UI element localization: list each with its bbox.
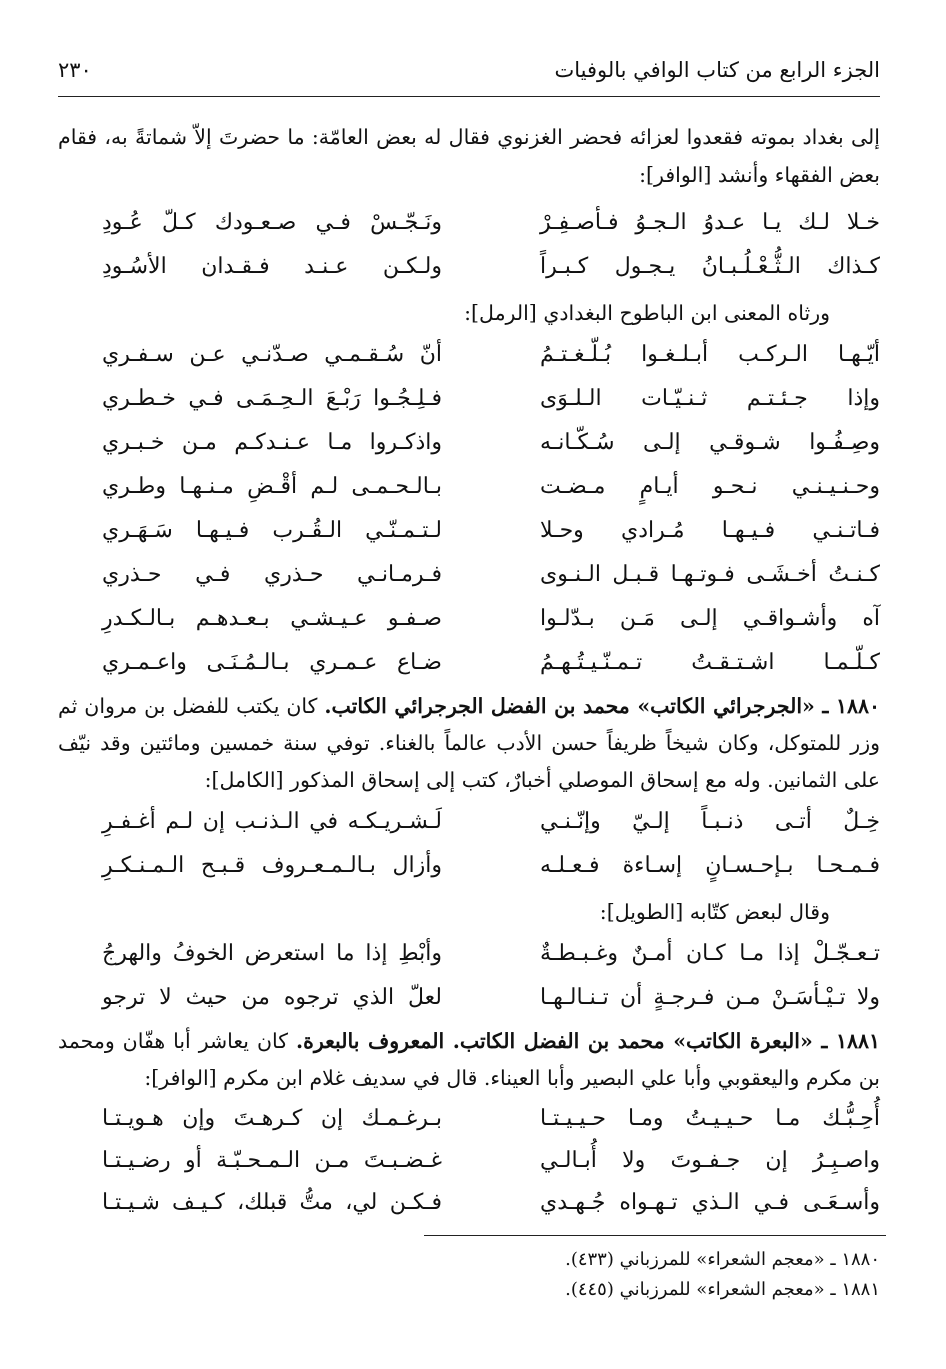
entry-1881 [58,1023,880,1097]
hemistich-first: وحـنـيـنـي نـحـو أيـامٍ مـضـت [540,473,880,499]
poem-intro: وقال لبعض كتّابه [الطويل]: [599,900,830,924]
verse-line [58,464,880,508]
verse-line [58,843,880,887]
running-title: الجزء الرابع من كتاب الوافي بالوفيات [554,58,880,82]
hemistich-second: وأزال بـالـمـعـروف قـبـح الـمـنـكـرِ [102,852,442,878]
poem-5 [58,1097,880,1223]
hemistich-second: ولـكـن عـنـد فـقـدان الأسُـودِ [102,253,442,279]
hemistich-second: لعلّ الذي ترجوه من حيث لا ترجو [102,984,442,1010]
verse-line [58,1097,880,1139]
header-rule [58,96,880,97]
hemistich-first: واصـبِـرُ إن جـفـوتَ ولا أُبـالـي [540,1147,880,1173]
hemistich-second: فـرمـانـي حـذري فـي حـذري [102,561,442,587]
hemistich-first: فـمـحـا بـإحـسـانٍ إسـاءة فـعـلـه [540,852,880,878]
hemistich-first: تـعـجّـلْ إذا مـا كـان أمـنٌ وغـبـطـةٌ [540,940,880,966]
verse-line [58,931,880,975]
hemistich-second: صـفـو عـيـشـي بـعـدهـم بـالـكـدرِ [102,605,442,631]
footnotes [565,1245,880,1305]
page-number: ٢٣٠ [58,58,92,82]
hemistich-first: كـذاك الـثُّـعْـلُـبـانُ يـجـول كـبـراً [540,253,880,279]
entry-text: كان يعاشر أبا هفّان ومحمد بن مكرم واليعقوبي وأبا علي البصير وأبا العيناء. قال في سديف غلام ابن مكرم [الوافر]: [58,1029,880,1090]
verse-line [58,552,880,596]
poem-intro: ورثاه المعنى ابن الباطوح البغدادي [الرمل]: [464,301,830,325]
verse-line [58,975,880,1019]
hemistich-second: فـلِـجُـوا رَبْـعَ الـحِـمَـى فـي خـطـري [102,385,442,411]
hemistich-first: وإذا جـئـتـم ثـنـيّـات الـلـوَى [540,385,880,411]
hemistich-second: وأبْطِ إذا ما استعرض الخوفُ والهرجُ [102,940,442,966]
footnote: ١٨٨١ ـ «معجم الشعراء» للمرزباني (٤٤٥). [565,1279,880,1300]
poem-2 [58,332,880,684]
hemistich-first: أُحِـبُّـك مـا حـيـيـتُ ومـا حـيـيـتـا [540,1105,880,1131]
verse-line [58,508,880,552]
verse-line [58,1181,880,1223]
hemistich-first: خـلا لـك يـا عـدوُ الـجـوُ فـأصـفِـرْ [540,209,880,235]
footnote-rule [424,1235,886,1236]
poem-4 [58,931,880,1019]
opening-paragraph: إلى بغداد بموته فقعدوا لعزائه فحضر الغزنوي فقال له بعض العامّة: ما حضرتَ إلاّ شماتةً به، فقام بعض الفقهاء وأنشد [الوافر]: [58,125,880,187]
entry-heading: ١٨٨٠ ـ «الجرجرائي الكاتب» محمد بن الفضل الجرجرائي الكاتب. [324,694,881,718]
hemistich-first: فـاتـنـي فـيـهـا مُـرادي وحـلا [540,517,880,543]
hemistich-second: بـالـحـمـى لـم أقْـضِ مـنـهـا وطـري [102,473,442,499]
hemistich-first: ولا تـيْـأسَـنْ مـن فـرجـةٍ أن تـنـالـهـا [540,984,880,1010]
hemistich-second: واذكـروا مـا عـنـدكـم مـن خـبـري [102,429,442,455]
hemistich-first: خِـلٌ أتـى ذنـبـاً إلـيّ وإنّـنـي [540,808,880,834]
verse-line [58,1139,880,1181]
entry-1880 [58,688,880,799]
verse-line [58,332,880,376]
hemistich-first: كـلّـمـا اشـتـقـتُ تـمـنّـيـتُـهـمُ [540,649,880,675]
poem-1 [58,200,880,288]
hemistich-second: لـتـمـنّـي الـقُـرب فـيـهـا سَـهَـري [102,517,442,543]
hemistich-second: أنّ سُـقـمـي صـدّنـي عـن سـفـري [102,341,442,367]
verse-line [58,200,880,244]
hemistich-first: وصِـفُـوا شـوقـي إلـى سُـكّـانـه [540,429,880,455]
hemistich-second: لَـشـريـكـه في الـذنـب إن لـم أغـفـرِ [102,808,442,834]
hemistich-second: فـكـن لي، متُّ قبلك، كـيـف شـيـتـا [102,1189,442,1215]
hemistich-second: ضـاع عـمـري بـالـمُـنَـى واعـمـري [102,649,442,675]
hemistich-second: ونَـجّـسْ فـي صـعـودك كـلّ عُـودِ [102,209,442,235]
verse-line [58,596,880,640]
verse-line [58,420,880,464]
hemistich-second: غـضـبـتَ مـن الـمـحـبّـة أو رضـيـتـا [102,1147,442,1173]
hemistich-first: كـنـتُ أخـشَـى فـوتـهـا قـبـل الـنـوى [540,561,880,587]
hemistich-first: أيّـهـا الـركـب أبـلـغـوا بُـلّـغـتـمُ [540,341,880,367]
running-header [58,58,880,88]
entry-text: كان يكتب للفضل بن مروان ثم وزر للمتوكل، وكان شيخاً ظريفاً حسن الأدب عالماً بالغناء. توفي سنة خمسين ومائتين وقد نيّف على الثمانين. وله مع إسحاق الموصلي أخبارٌ، كتب إلى إسحاق المذكور [الكامل]: [58,694,880,792]
verse-line [58,799,880,843]
verse-line [58,244,880,288]
page-body [58,118,880,1223]
verse-line [58,640,880,684]
entry-heading: ١٨٨١ ـ «البعرة الكاتب» محمد بن الفضل الكاتب. المعروف بالبعرة. [295,1029,880,1053]
hemistich-first: آه وأشـواقـي إلـى مَـن بـدّلـوا [540,605,880,631]
footnote: ١٨٨٠ ـ «معجم الشعراء» للمرزباني (٤٣٣). [565,1249,880,1270]
hemistich-second: بـرغـمـك إن كـرهـتَ وإن هـويـتـا [102,1105,442,1131]
hemistich-first: وأسـعَـى فـي الـذي تـهـواه جُـهـدي [540,1189,880,1215]
verse-line [58,376,880,420]
poem-3 [58,799,880,887]
